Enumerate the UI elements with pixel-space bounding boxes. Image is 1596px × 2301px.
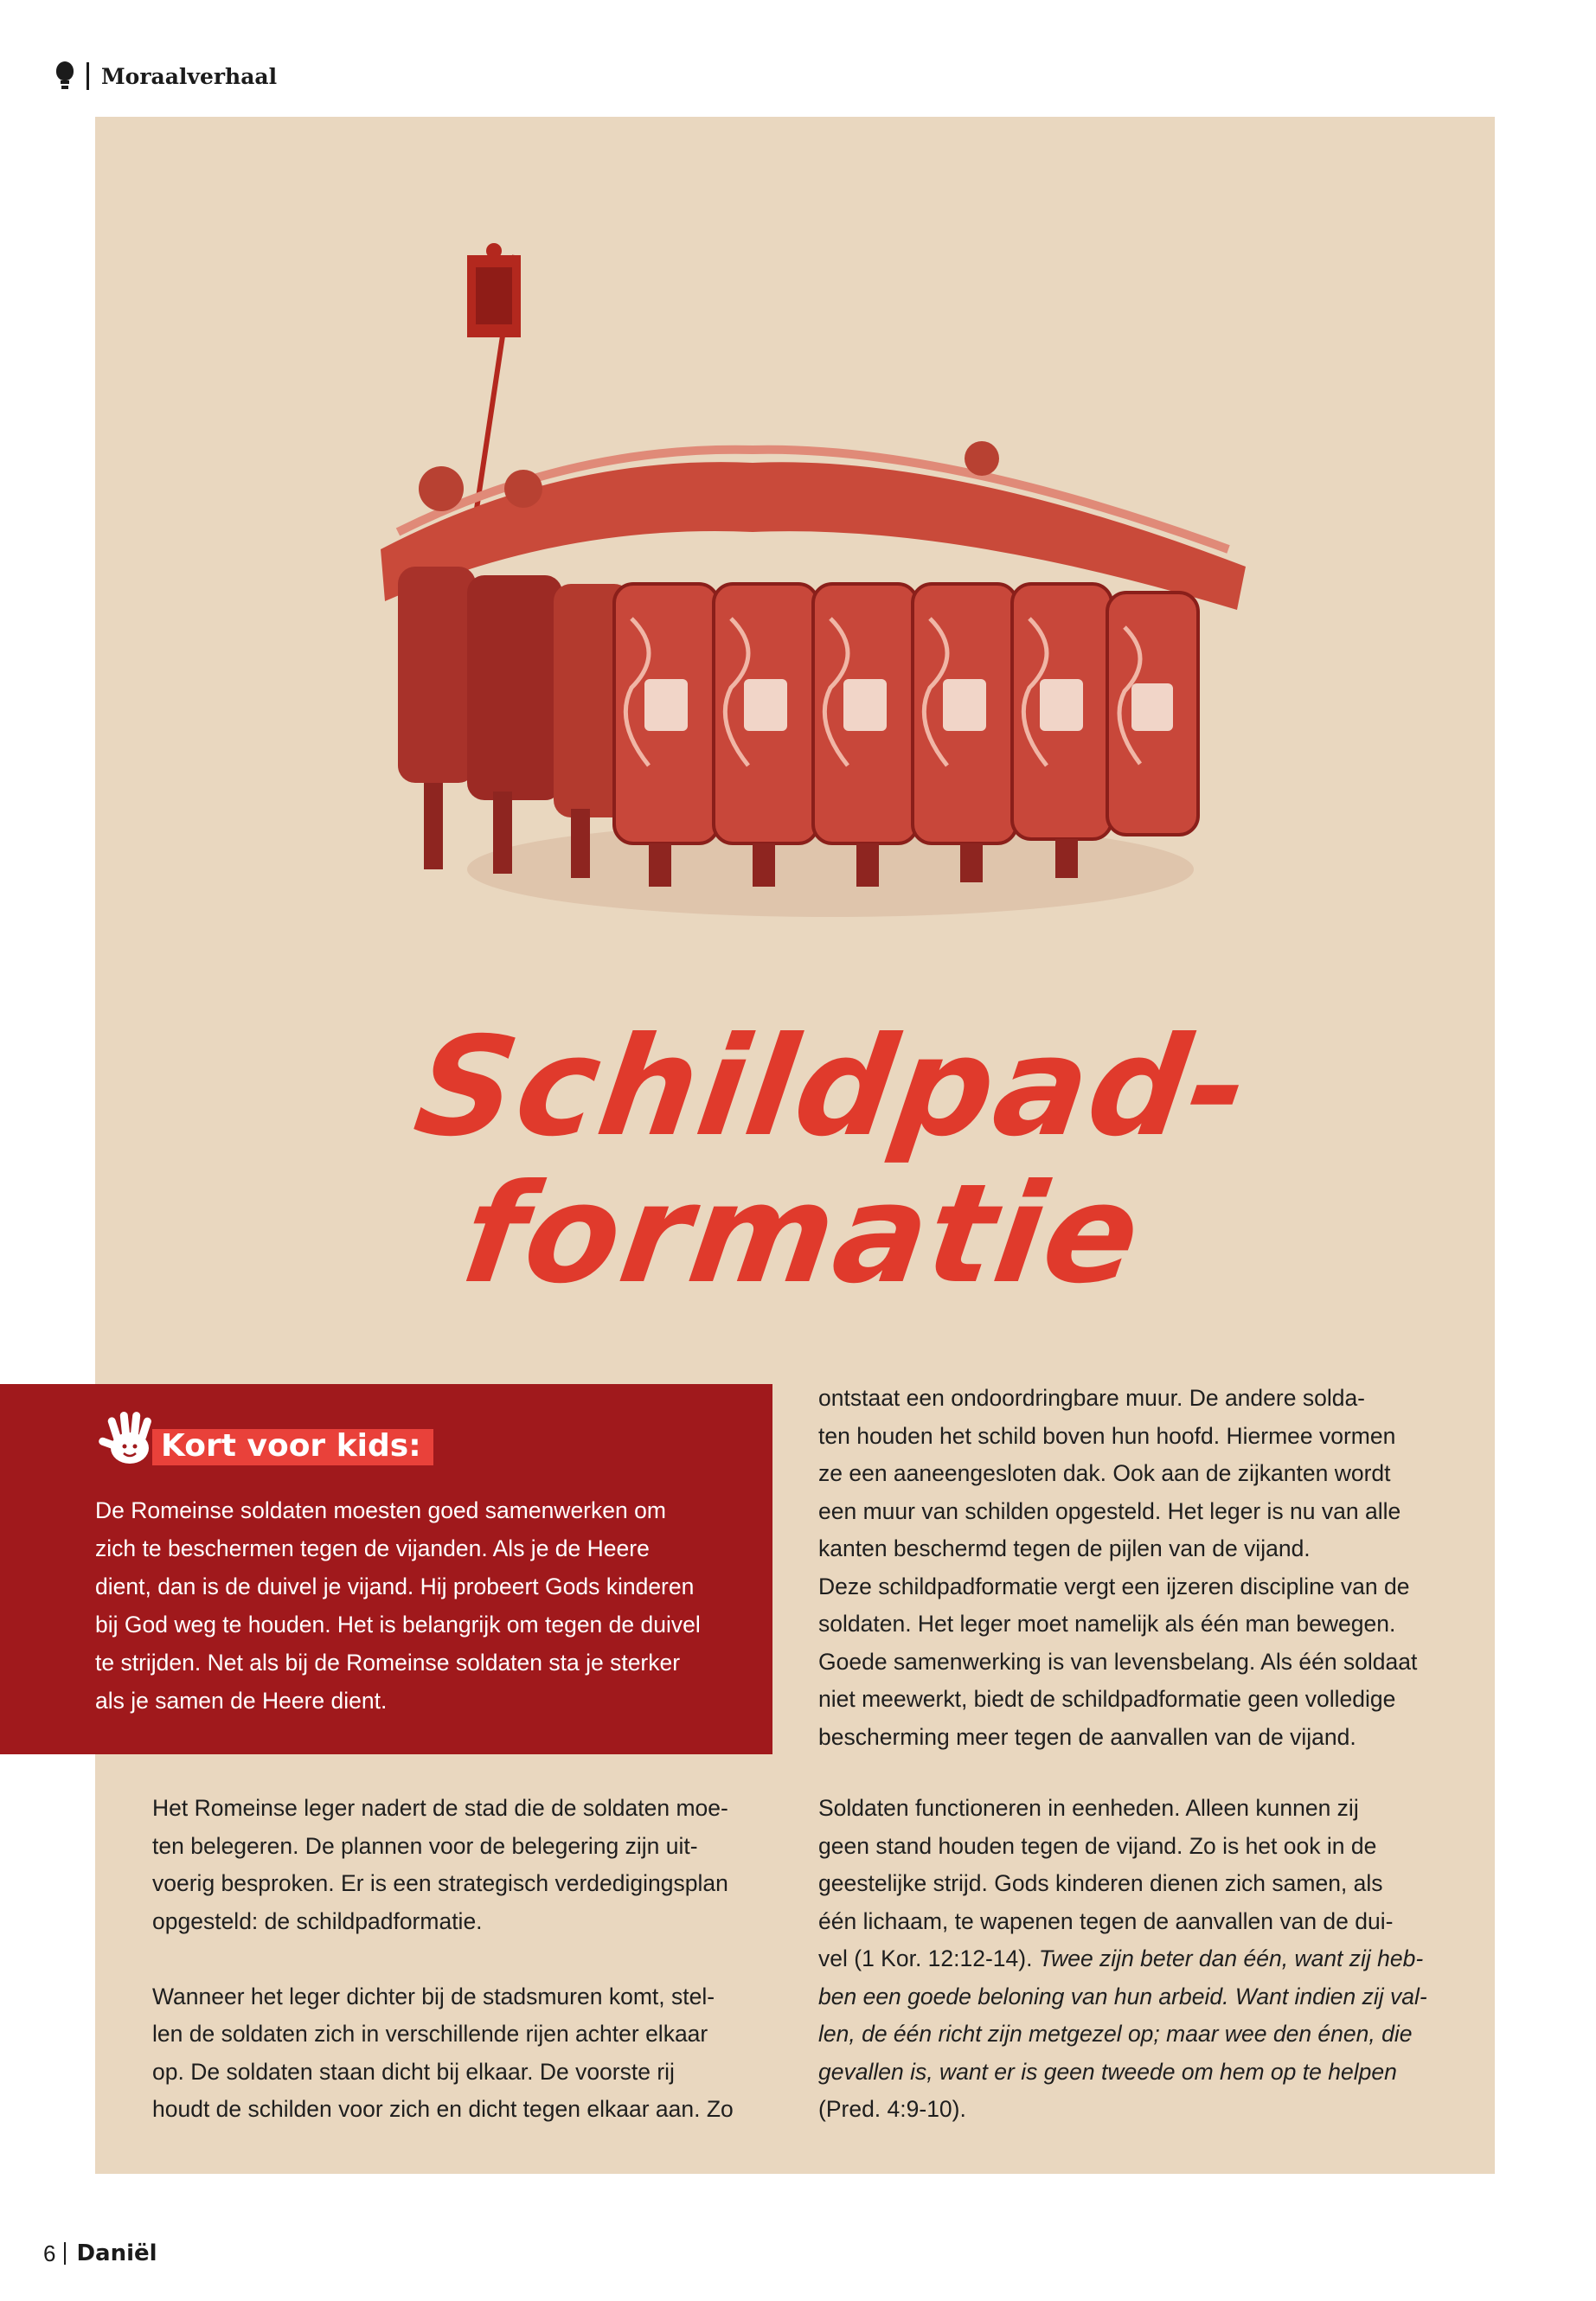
body-line: Deze schildpadformatie vergt een ijzeren discipline van de	[818, 1573, 1410, 1599]
article-column-right-bottom	[818, 1790, 1441, 2129]
body-line: bescherming meer tegen de aanvallen van de vijand.	[818, 1723, 1356, 1750]
body-line: len de soldaten zich in verschillende rijen achter elkaar	[152, 2021, 708, 2047]
kids-line: bij God weg te houden. Het is belangrijk om tegen de duivel	[95, 1612, 701, 1638]
body-line: Goede samenwerking is van levensbelang. Als één soldaat	[818, 1648, 1418, 1675]
body-line: een muur van schilden opgesteld. Het leger is nu van alle	[818, 1497, 1401, 1524]
body-line: Het Romeinse leger nadert de stad die de soldaten moe-	[152, 1795, 728, 1821]
body-line: ontstaat een ondoordringbare muur. De andere solda-	[818, 1385, 1366, 1411]
kids-line: te strijden. Net als bij de Romeinse soldaten sta je sterker	[95, 1650, 681, 1676]
body-line: Wanneer het leger dichter bij de stadsmuren komt, stel-	[152, 1983, 715, 2009]
body-line: geen stand houden tegen de vijand. Zo is het ook in de	[818, 1832, 1377, 1859]
kids-line: zich te beschermen tegen de vijanden. Als je de Heere	[95, 1535, 650, 1561]
article-title-line-1: Schildpad-	[406, 1008, 1259, 1167]
magazine-name: Daniël	[76, 2240, 157, 2266]
body-line: op. De soldaten staan dicht bij elkaar. De voorste rij	[152, 2058, 675, 2085]
body-line: Soldaten functioneren in eenheden. Alleen kunnen zij	[818, 1795, 1359, 1821]
page-footer	[43, 2239, 157, 2268]
article-column-left	[152, 1790, 775, 2129]
kids-line: dient, dan is de duivel je vijand. Hij probeert Gods kinderen	[95, 1574, 695, 1599]
quote-text: len, de één richt zijn metgezel op; maar wee den énen, die	[818, 2021, 1413, 2047]
body-line: ze een aaneengesloten dak. Ook aan de zijkanten wordt	[818, 1460, 1391, 1486]
body-line: één lichaam, te wapenen tegen de aanvallen van de dui-	[818, 1907, 1394, 1934]
body-line: houdt de schilden voor zich en dicht tegen elkaar aan. Zo	[152, 2096, 734, 2122]
header-divider	[87, 62, 89, 90]
body-line: niet meewerkt, biedt de schildpadformatie geen volledige	[818, 1686, 1396, 1712]
body-line	[818, 2016, 1441, 2054]
section-title: Moraalverhaal	[101, 63, 278, 89]
body-line: kanten beschermd tegen de pijlen van de vijand.	[818, 1535, 1311, 1561]
quote-text: gevallen is, want er is geen tweede om hem op te helpen	[818, 2058, 1397, 2085]
footer-divider	[64, 2242, 66, 2265]
kids-summary-heading	[95, 1410, 433, 1471]
body-line: soldaten. Het leger moet namelijk als één man bewegen.	[818, 1611, 1396, 1637]
body-line: (Pred. 4:9-10).	[818, 2096, 966, 2122]
quote-text: ben een goede beloning van hun arbeid. Want indien zij val-	[818, 1983, 1427, 2009]
body-line: ten belegeren. De plannen voor de belegering zijn uit-	[152, 1832, 698, 1859]
article-column-right-top	[818, 1380, 1441, 1756]
kids-summary-title: Kort voor kids:	[152, 1429, 433, 1465]
body-line	[818, 1940, 1441, 1978]
scripture-reference: vel (1 Kor. 12:12-14).	[818, 1945, 1039, 1971]
kids-line: als je samen de Heere dient.	[95, 1688, 388, 1714]
kids-summary-text	[95, 1491, 753, 1720]
kids-line: De Romeinse soldaten moesten goed samenwerken om	[95, 1497, 666, 1523]
kids-summary-box	[0, 1384, 772, 1754]
body-line	[818, 2054, 1441, 2092]
body-line	[818, 1978, 1441, 2016]
roman-testudo-formation-illustration	[346, 238, 1272, 1016]
page-number: 6	[43, 2240, 56, 2266]
quote-text: Twee zijn beter dan één, want zij heb-	[1038, 1945, 1424, 1971]
body-line: geestelijke strijd. Gods kinderen dienen zich samen, als	[818, 1870, 1383, 1896]
article-title-line-2: formatie	[453, 1155, 1151, 1314]
section-header	[55, 59, 277, 93]
lightbulb-icon	[55, 61, 74, 91]
body-line: voerig besproken. Er is een strategisch verdedigingsplan	[152, 1870, 728, 1896]
body-line: ten houden het schild boven hun hoofd. Hiermee vormen	[818, 1422, 1396, 1449]
body-line: opgesteld: de schildpadformatie.	[152, 1907, 483, 1934]
